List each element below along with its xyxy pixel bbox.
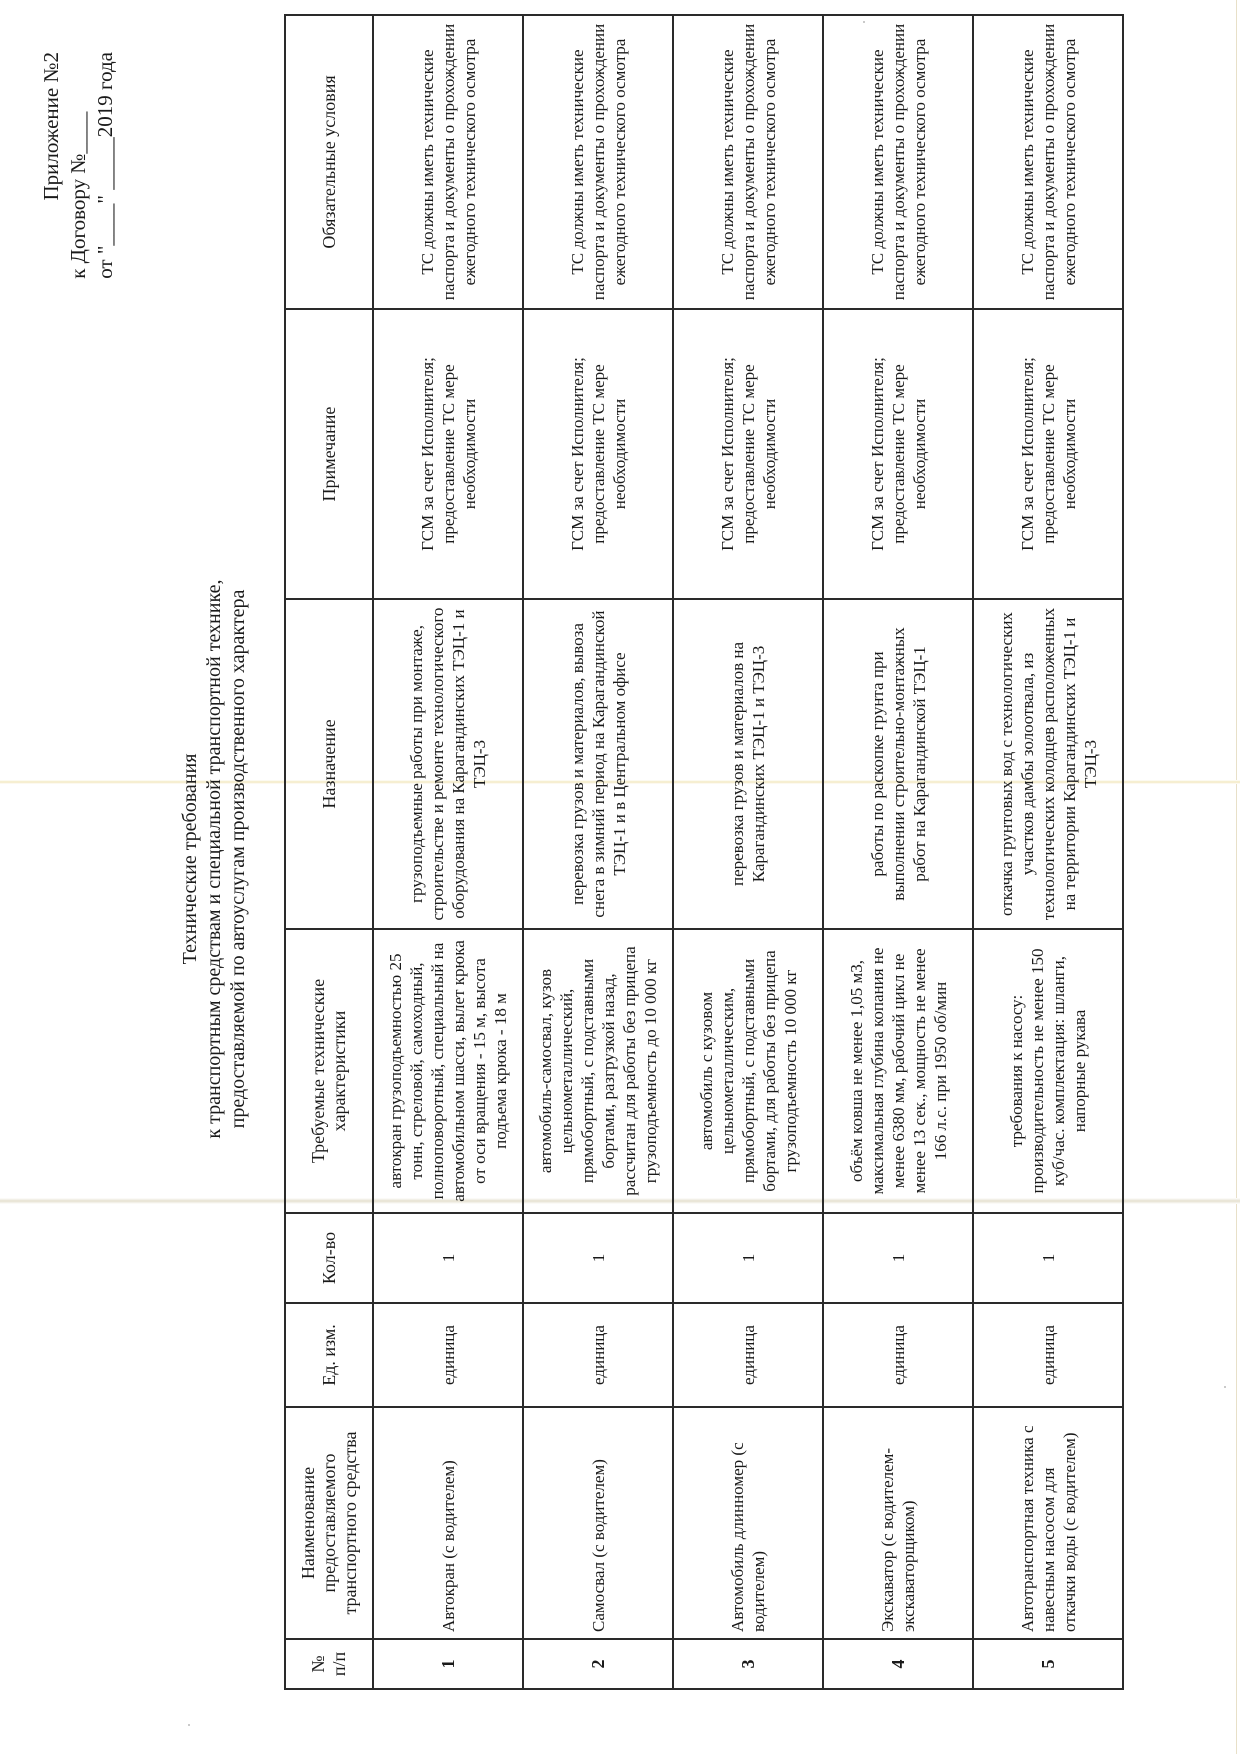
row-number: 5	[973, 1639, 1123, 1689]
document-title	[178, 324, 250, 1394]
note-cell: ГСМ за счет Исполнителя; предоставление ТС мере необходимости	[373, 309, 523, 599]
unit-cell: единица	[523, 1303, 673, 1407]
specs-cell: автокран грузоподъемностью 25 тонн, стреловой, самоходный, полноповоротный, специальный на автомобильном шасси, вылет крюка от оси вращения - 15 м, высота подъема крюка - 18 м	[373, 929, 523, 1213]
conditions-cell: ТС должны иметь технические паспорта и документы о прохождении ежегодного технического осмотра	[523, 15, 673, 309]
title-line: к транспортным средствам и специальной транспортной технике,	[203, 579, 225, 1139]
vehicle-name: Экскаватор (с водителем-экскаваторщиком)	[823, 1407, 973, 1639]
unit-cell: единица	[373, 1303, 523, 1407]
column-header-vehicle: Наименование предоставляемого транспортного средства	[285, 1407, 373, 1639]
purpose-cell: грузоподъемные работы при монтаже, строительстве и ремонте технологического оборудования на Карагандинских ТЭЦ-1 и ТЭЦ-3	[373, 599, 523, 929]
appendix-reference	[38, 52, 119, 279]
column-header-specs: Требуемые технические характеристики	[285, 929, 373, 1213]
conditions-cell: ТС должны иметь технические паспорта и документы о прохождении ежегодного технического осмотра	[973, 15, 1123, 309]
table-header-row	[285, 15, 373, 1689]
conditions-cell: ТС должны иметь технические паспорта и документы о прохождении ежегодного технического осмотра	[373, 15, 523, 309]
purpose-cell: перевозка грузов и материалов, вывоза снега в зимний период на Карагандинской ТЭЦ-1 и в Центральном офисе	[523, 599, 673, 929]
note-cell: ГСМ за счет Исполнителя; предоставление ТС мере необходимости	[823, 309, 973, 599]
column-header-note: Примечание	[285, 309, 373, 599]
contract-number-line: к Договору №____	[66, 111, 90, 279]
unit-cell: единица	[973, 1303, 1123, 1407]
conditions-cell: ТС должны иметь технические паспорта и документы о прохождении ежегодного технического осмотра	[673, 15, 823, 309]
row-number: 3	[673, 1639, 823, 1689]
table-row	[823, 15, 973, 1689]
vehicle-name: Автомобиль длинномер (с водителем)	[673, 1407, 823, 1639]
table-row	[523, 15, 673, 1689]
column-header-quantity: Кол-во	[285, 1213, 373, 1303]
quantity-cell: 1	[523, 1213, 673, 1303]
row-number: 2	[523, 1639, 673, 1689]
column-header-unit: Ед. изм.	[285, 1303, 373, 1407]
specs-cell: автомобиль-самосвал, кузов цельнометаллический, прямобортный, с подставными бортами, разгрузкой назад, рассчитан для работы без прицепа грузоподъемность до 10 000 кг	[523, 929, 673, 1213]
column-header-number: № п/п	[285, 1639, 373, 1689]
note-cell: ГСМ за счет Исполнителя; предоставление ТС мере необходимости	[673, 309, 823, 599]
table-row	[673, 15, 823, 1689]
quantity-cell: 1	[373, 1213, 523, 1303]
vehicle-name: Автокран (с водителем)	[373, 1407, 523, 1639]
row-number: 1	[373, 1639, 523, 1689]
specs-cell: требования к насосу: производительность не менее 150 куб/час. комплектация: шланги, напорные рукава	[973, 929, 1123, 1213]
title-line: Технические требования	[179, 753, 201, 965]
specs-cell: объём ковша не менее 1,05 м3, максимальная глубина копания не менее 6380 мм, рабочий цикл не менее 13 сек., мощность не менее 166 л.с. при 1950 об/мин	[823, 929, 973, 1213]
conditions-cell: ТС должны иметь технические паспорта и документы о прохождении ежегодного технического осмотра	[823, 15, 973, 309]
unit-cell: единица	[673, 1303, 823, 1407]
contract-date-line: от "____" _____2019 года	[93, 52, 117, 279]
column-header-conditions: Обязательные условия	[285, 15, 373, 309]
purpose-cell: работы по раскопке грунта при выполнении строительно-монтажных работ на Карагандинской ТЭЦ-1	[823, 599, 973, 929]
quantity-cell: 1	[973, 1213, 1123, 1303]
purpose-cell: откачка грунтовых вод с технологических участков дамбы золоотвала, из технологических колодцев расположенных на территории Карагандинских ТЭЦ-1 и ТЭЦ-3	[973, 599, 1123, 929]
column-header-purpose: Назначение	[285, 599, 373, 929]
quantity-cell: 1	[823, 1213, 973, 1303]
unit-cell: единица	[823, 1303, 973, 1407]
quantity-cell: 1	[673, 1213, 823, 1303]
note-cell: ГСМ за счет Исполнителя; предоставление ТС мере необходимости	[973, 309, 1123, 599]
vehicle-name: Самосвал (с водителем)	[523, 1407, 673, 1639]
vehicle-name: Автотранспортная техника с навесным насосом для откачки воды (с водителем)	[973, 1407, 1123, 1639]
appendix-number: Приложение №2	[39, 52, 63, 201]
purpose-cell: перевозка грузов и материалов на Карагандинских ТЭЦ-1 и ТЭЦ-3	[673, 599, 823, 929]
note-cell: ГСМ за счет Исполнителя; предоставление ТС мере необходимости	[523, 309, 673, 599]
table-row	[373, 15, 523, 1689]
title-line: предоставляемой по автоуслугам производственного характера	[227, 589, 249, 1129]
row-number: 4	[823, 1639, 973, 1689]
table-row	[973, 15, 1123, 1689]
specs-cell: автомобиль с кузовом цельнометаллическим, прямобортный, с подставными бортами, для работы без прицепа грузоподъемность 10 000 кг	[673, 929, 823, 1213]
requirements-table	[284, 14, 1124, 1690]
